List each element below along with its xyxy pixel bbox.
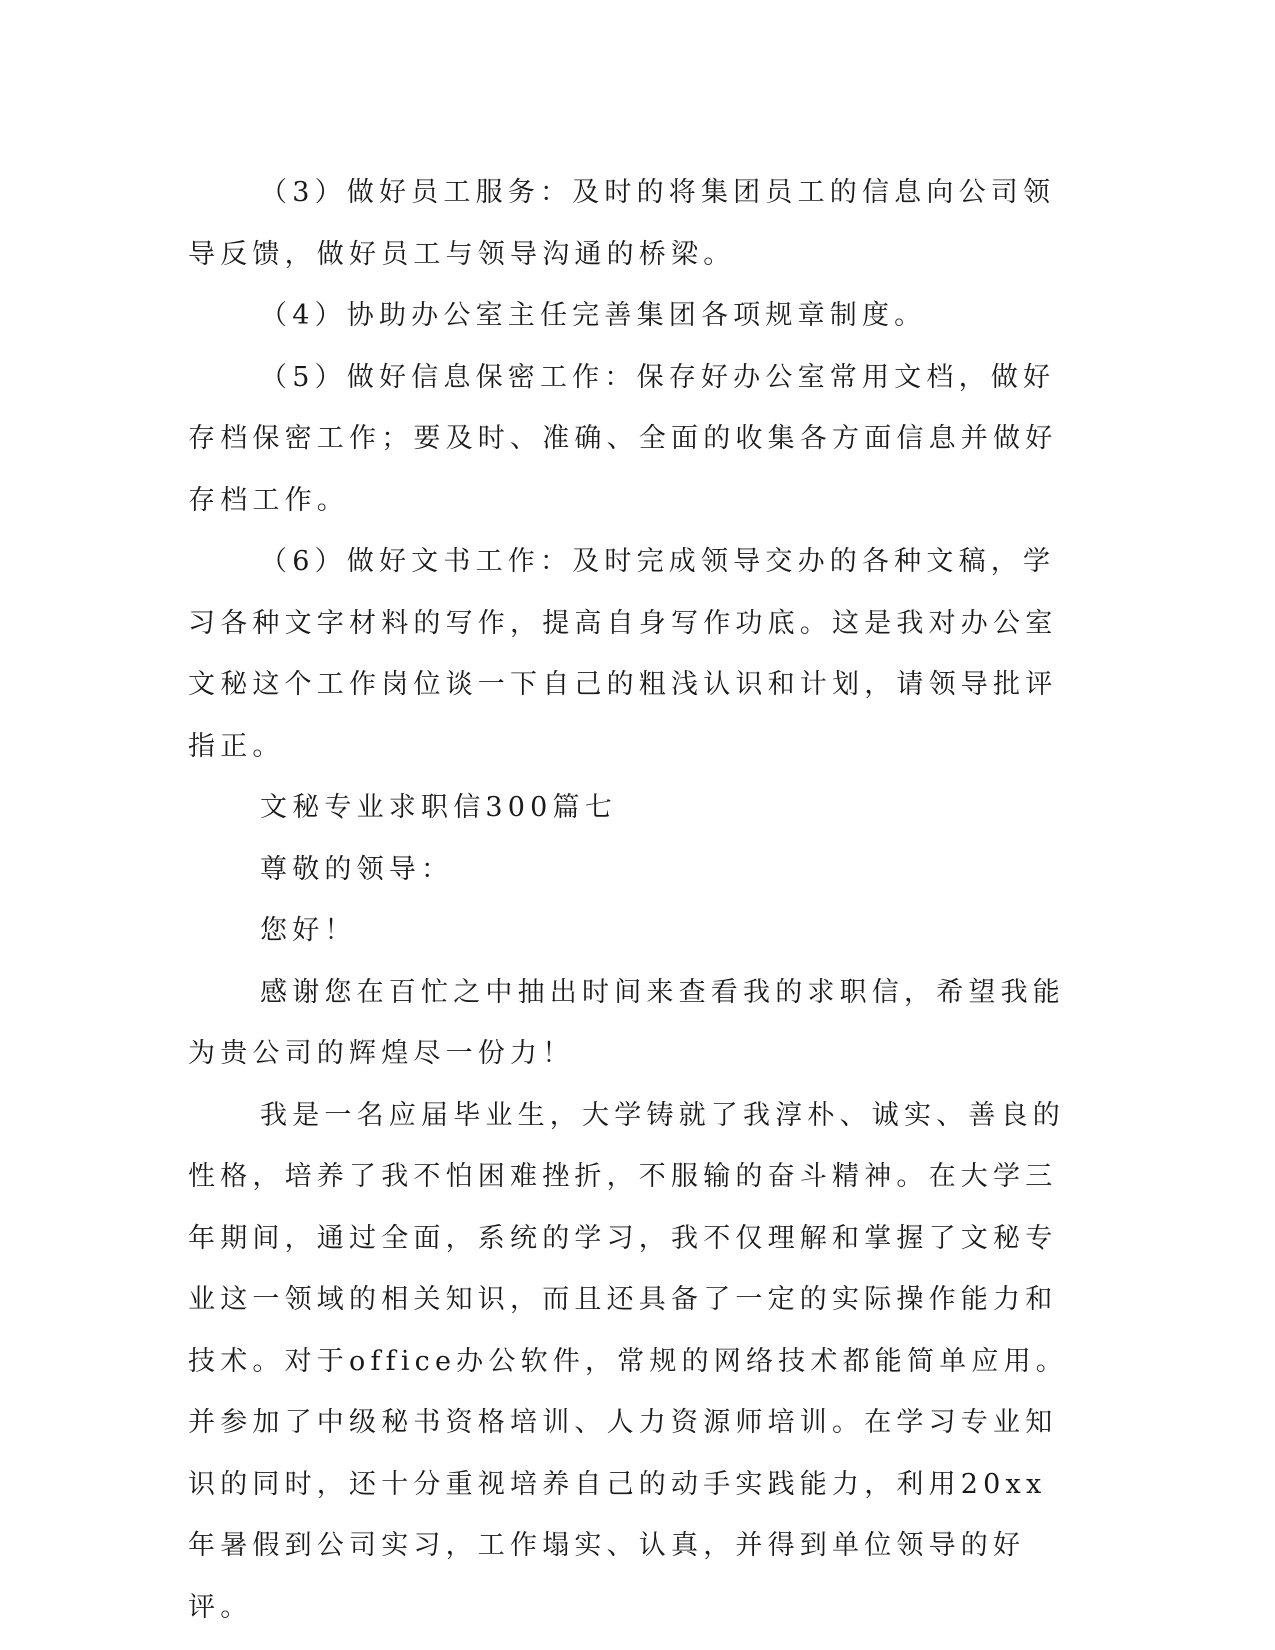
salutation: 尊敬的领导： <box>260 853 454 885</box>
greeting: 您好！ <box>260 915 357 946</box>
paragraph-regulations: （4）协助办公室主任完善集团各项规章制度。 <box>260 300 927 331</box>
paragraph-introduction: 我是一名应届毕业生，大学铸就了我淳朴、诚实、善良的性格，培养了我不怕困难挫折，不服输的奋斗精神。在大学三年期间，通过全面，系统的学习，我不仅理解和掌握了文秘专业这一领域的相关知识，而且还具备了一定的实际操作能力和技术。对于office办公软件，常规的网络技术都能简单应用。并参加了中级秘书资格培训、人力资源师培训。在学习专业知识的同时，还十分重视培养自己的动手实践能力，利用20xx年暑假到公司实习，工作塌实、认真，并得到单位领导的好评。 <box>188 1099 1068 1623</box>
document-body <box>188 162 1068 1638</box>
paragraph-service: （3）做好员工服务：及时的将集团员工的信息向公司领导反馈，做好员工与领导沟通的桥梁。 <box>188 177 1056 270</box>
section-heading: 文秘专业求职信300篇七 <box>260 792 617 823</box>
paragraph-confidentiality: （5）做好信息保密工作：保存好办公室常用文档，做好存档保密工作；要及时、准确、全面的收集各方面信息并做好存档工作。 <box>188 361 1058 516</box>
paragraph-documents: （6）做好文书工作：及时完成领导交办的各种文稿，学习各种文字材料的写作，提高自身写作功底。这是我对办公室文秘这个工作岗位谈一下自己的粗浅认识和计划，请领导批评指正。 <box>188 546 1058 762</box>
paragraph-thanks: 感谢您在百忙之中抽出时间来查看我的求职信，希望我能为贵公司的辉煌尽一份力！ <box>188 976 1065 1069</box>
